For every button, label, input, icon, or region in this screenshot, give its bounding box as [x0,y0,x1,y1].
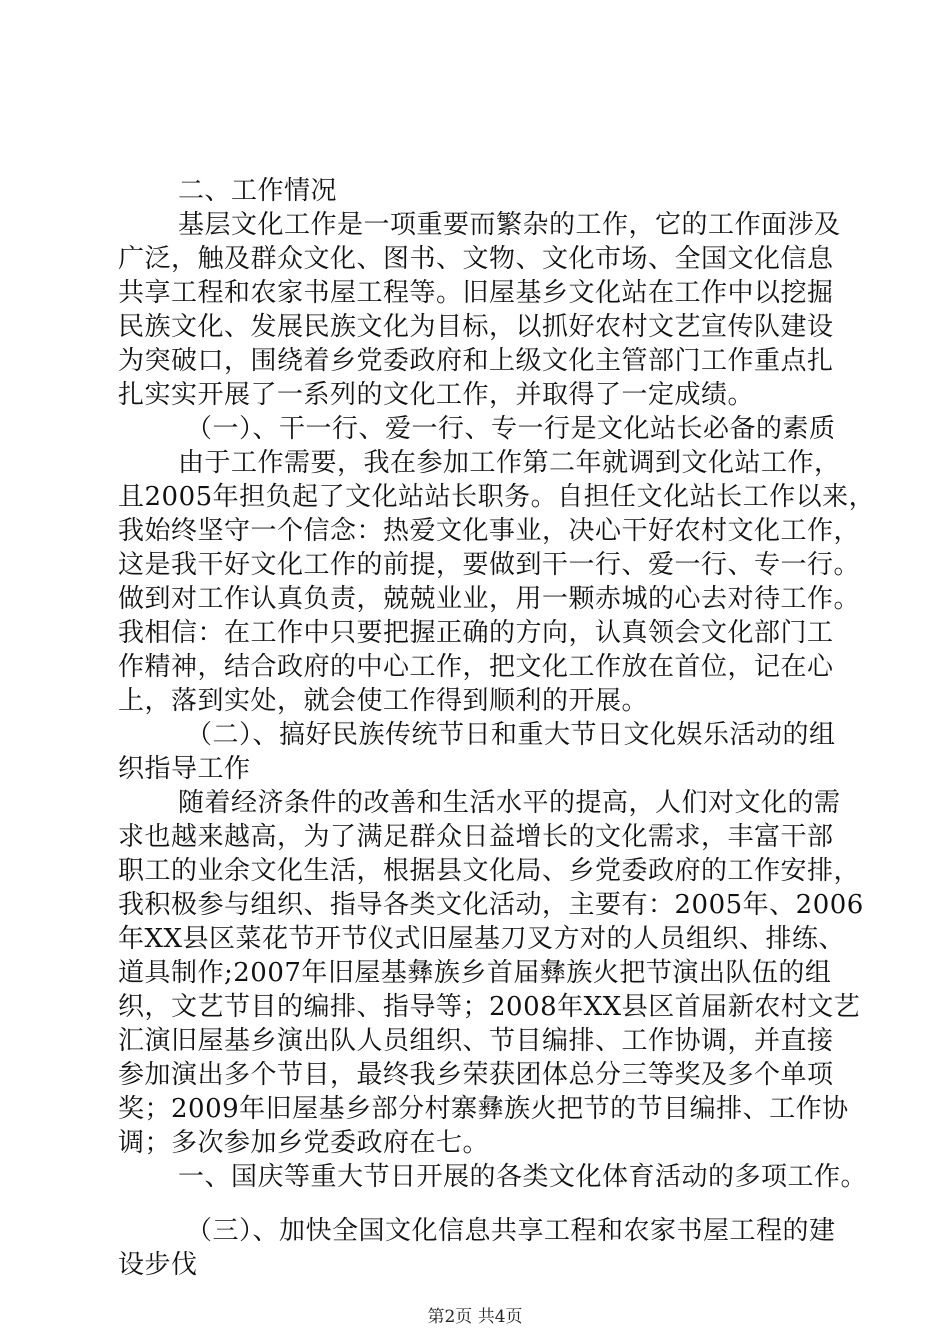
paragraph-line: 我始终坚守一个信念：热爱文化事业，决心干好农村文化工作， [118,516,861,546]
subsection-heading: （一）、干一行、爱一行、专一行是文化站长必备的素质 [186,414,836,444]
page-number-footer: 第2页 共4页 [427,1307,523,1327]
paragraph-line: 我积极参与组织、指导各类文化活动，主要有：2005年、2006 [118,890,864,920]
paragraph-line: 作精神，结合政府的中心工作，把文化工作放在首位，记在心 [118,652,834,682]
paragraph-line: 道具制作;2007年旧屋基彝族乡首届彝族火把节演出队伍的组 [118,958,832,988]
subsection-heading-continued: 设步伐 [118,1250,198,1280]
paragraph-line: 共享工程和农家书屋工程等。旧屋基乡文化站在工作中以挖掘 [118,278,834,308]
subsection-heading: （二）、搞好民族传统节日和重大节日文化娱乐活动的组 [186,720,836,750]
paragraph-line: 基层文化工作是一项重要而繁杂的工作，它的工作面涉及 [178,210,841,240]
paragraph-line: 调；多次参加乡党委政府在七。 [118,1128,490,1158]
paragraph-line: 我相信：在工作中只要把握正确的方向，认真领会文化部门工 [118,618,834,648]
paragraph-line: 奖；2009年旧屋基乡部分村寨彝族火把节的节目编排、工作协 [118,1094,849,1124]
paragraph-line: 汇演旧屋基乡演出队人员组织、节目编排、工作协调，并直接 [118,1026,834,1056]
subsection-heading: （三）、加快全国文化信息共享工程和农家书屋工程的建 [186,1216,836,1246]
paragraph-line: 随着经济条件的改善和生活水平的提高，人们对文化的需 [178,788,841,818]
paragraph-line: 这是我干好文化工作的前提，要做到干一行、爱一行、专一行。 [118,550,861,580]
paragraph-line: 为突破口，围绕着乡党委政府和上级文化主管部门工作重点扎 [118,346,834,376]
paragraph-line: 扎实实开展了一系列的文化工作，并取得了一定成绩。 [118,380,755,410]
paragraph-line: 一、国庆等重大节日开展的各类文化体育活动的多项工作。 [178,1162,868,1192]
section-heading: 二、工作情况 [178,176,338,206]
paragraph-line: 织，文艺节目的编排、指导等；2008年XX县区首届新农村文艺 [118,992,861,1022]
paragraph-line: 求也越来越高，为了满足群众日益增长的文化需求，丰富干部 [118,822,834,852]
paragraph-line: 职工的业余文化生活，根据县文化局、乡党委政府的工作安排， [118,856,861,886]
paragraph-line: 民族文化、发展民族文化为目标，以抓好农村文艺宣传队建设 [118,312,834,342]
paragraph-line: 做到对工作认真负责，兢兢业业，用一颗赤城的心去对待工作。 [118,584,861,614]
paragraph-line: 广泛，触及群众文化、图书、文物、文化市场、全国文化信息 [118,244,834,274]
subsection-heading-continued: 织指导工作 [118,754,251,784]
paragraph-line: 年XX县区菜花节开节仪式旧屋基刀叉方对的人员组织、排练、 [118,924,846,954]
paragraph-line: 上，落到实处，就会使工作得到顺利的开展。 [118,686,649,716]
paragraph-line: 由于工作需要，我在参加工作第二年就调到文化站工作， [178,448,841,478]
paragraph-line: 且2005年担负起了文化站站长职务。自担任文化站长工作以来， [118,482,876,512]
paragraph-line: 参加演出多个节目，最终我乡荣获团体总分三等奖及多个单项 [118,1060,834,1090]
